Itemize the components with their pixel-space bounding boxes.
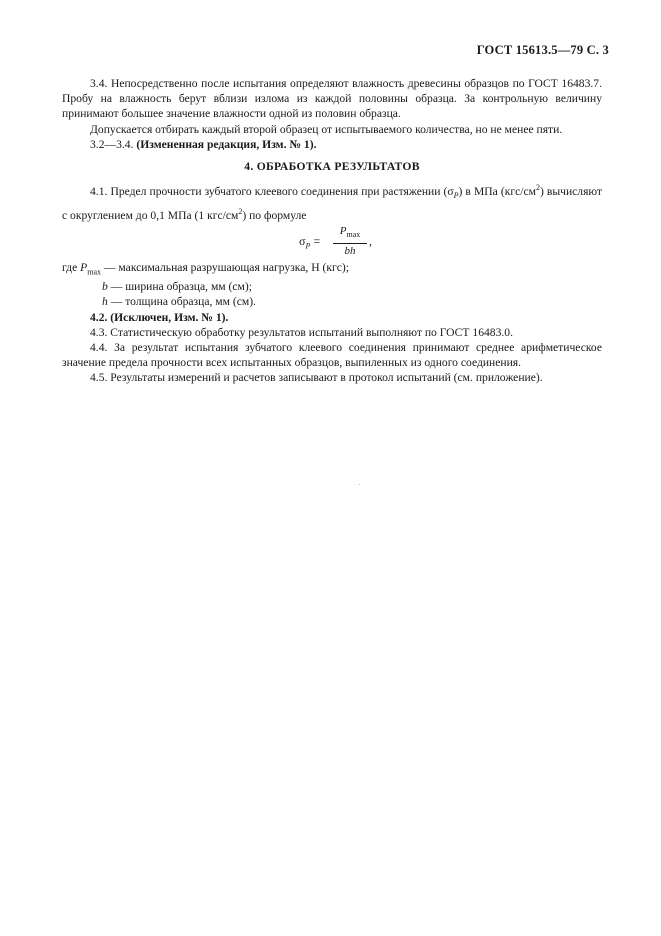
formula-num-var: P — [339, 224, 347, 237]
paragraph-4-3: 4.3. Статистическую обработку результатов испытаний выполняют по ГОСТ 16483.0. — [90, 325, 513, 339]
paragraph-3-4-note: Допускается отбирать каждый второй образец от испытываемого количества, но не менее пяти. — [90, 122, 563, 136]
where-b — [62, 279, 602, 294]
p41-text-a: 4.1. Предел прочности зубчатого клеевого соединения при растяжении (σ — [90, 185, 454, 199]
where-b-desc: — ширина образца, мм (см); — [110, 280, 252, 294]
formula-denominator: bh — [344, 245, 356, 258]
formula-numerator — [333, 224, 367, 244]
where-pmax-desc: — максимальная разрушающая нагрузка, Н (кгс); — [103, 260, 349, 274]
where-h — [62, 294, 602, 309]
where-b-var: b — [102, 280, 108, 294]
formula-num-sub: max — [346, 229, 361, 239]
document-body — [62, 76, 602, 386]
where-h-desc: — толщина образца, мм (см). — [110, 295, 256, 309]
formula-fraction — [333, 224, 367, 260]
paragraph-3-4: 3.4. Непосредственно после испытания определяют влажность древесины образцов по ГОСТ 16483.7. Пробу на влажность берут вблизи излома из каждой половины образца. За контрольную величину принимают большее значение влажности одной из половин образца. — [62, 77, 602, 121]
p41-sup2: 2 — [238, 206, 243, 216]
formula-comma: , — [369, 233, 372, 248]
p41-sub: P — [453, 191, 459, 201]
page-header: ГОСТ 15613.5—79 С. 3 — [476, 43, 609, 57]
where-pmax — [62, 260, 602, 280]
p41-text-b: ) в МПа (кгс/см — [458, 185, 536, 199]
revision-note-3-2-3-4 — [62, 137, 602, 152]
formula-equals: = — [313, 233, 321, 248]
formula-lhs — [299, 234, 320, 254]
p41-text-c: ) вычисляют с округлением до 0,1 МПа (1 кгс/см — [62, 185, 602, 222]
revision-text: (Измененная редакция, Изм. № 1). — [136, 137, 317, 151]
paragraph-4-2 — [62, 310, 602, 325]
where-h-var: h — [102, 295, 108, 309]
p42-text: (Исключен, Изм. № 1). — [110, 310, 229, 324]
scan-speck — [359, 484, 360, 485]
p41-text-d: ) по формуле — [242, 208, 307, 222]
p41-sup: 2 — [535, 183, 540, 193]
section-4-title: 4. ОБРАБОТКА РЕЗУЛЬТАТОВ — [244, 160, 420, 174]
formula-sigma-sub: P — [305, 241, 311, 251]
paragraph-4-1 — [62, 180, 602, 222]
where-pmax-sub: max — [87, 266, 102, 276]
where-pmax-var: P — [80, 260, 88, 274]
where-lead: где — [62, 260, 78, 274]
formula-sigma: σ — [299, 233, 306, 248]
p42-number: 4.2. — [90, 310, 108, 324]
strength-formula — [62, 224, 602, 258]
paragraph-4-5: 4.5. Результаты измерений и расчетов записывают в протокол испытаний (см. приложение). — [90, 371, 543, 385]
revision-ref: 3.2—3.4. — [90, 137, 134, 151]
paragraph-4-4: 4.4. За результат испытания зубчатого клеевого соединения принимают среднее арифметическое значение предела прочности всех испытанных образцов, выпиленных из одного соединения. — [62, 340, 602, 370]
